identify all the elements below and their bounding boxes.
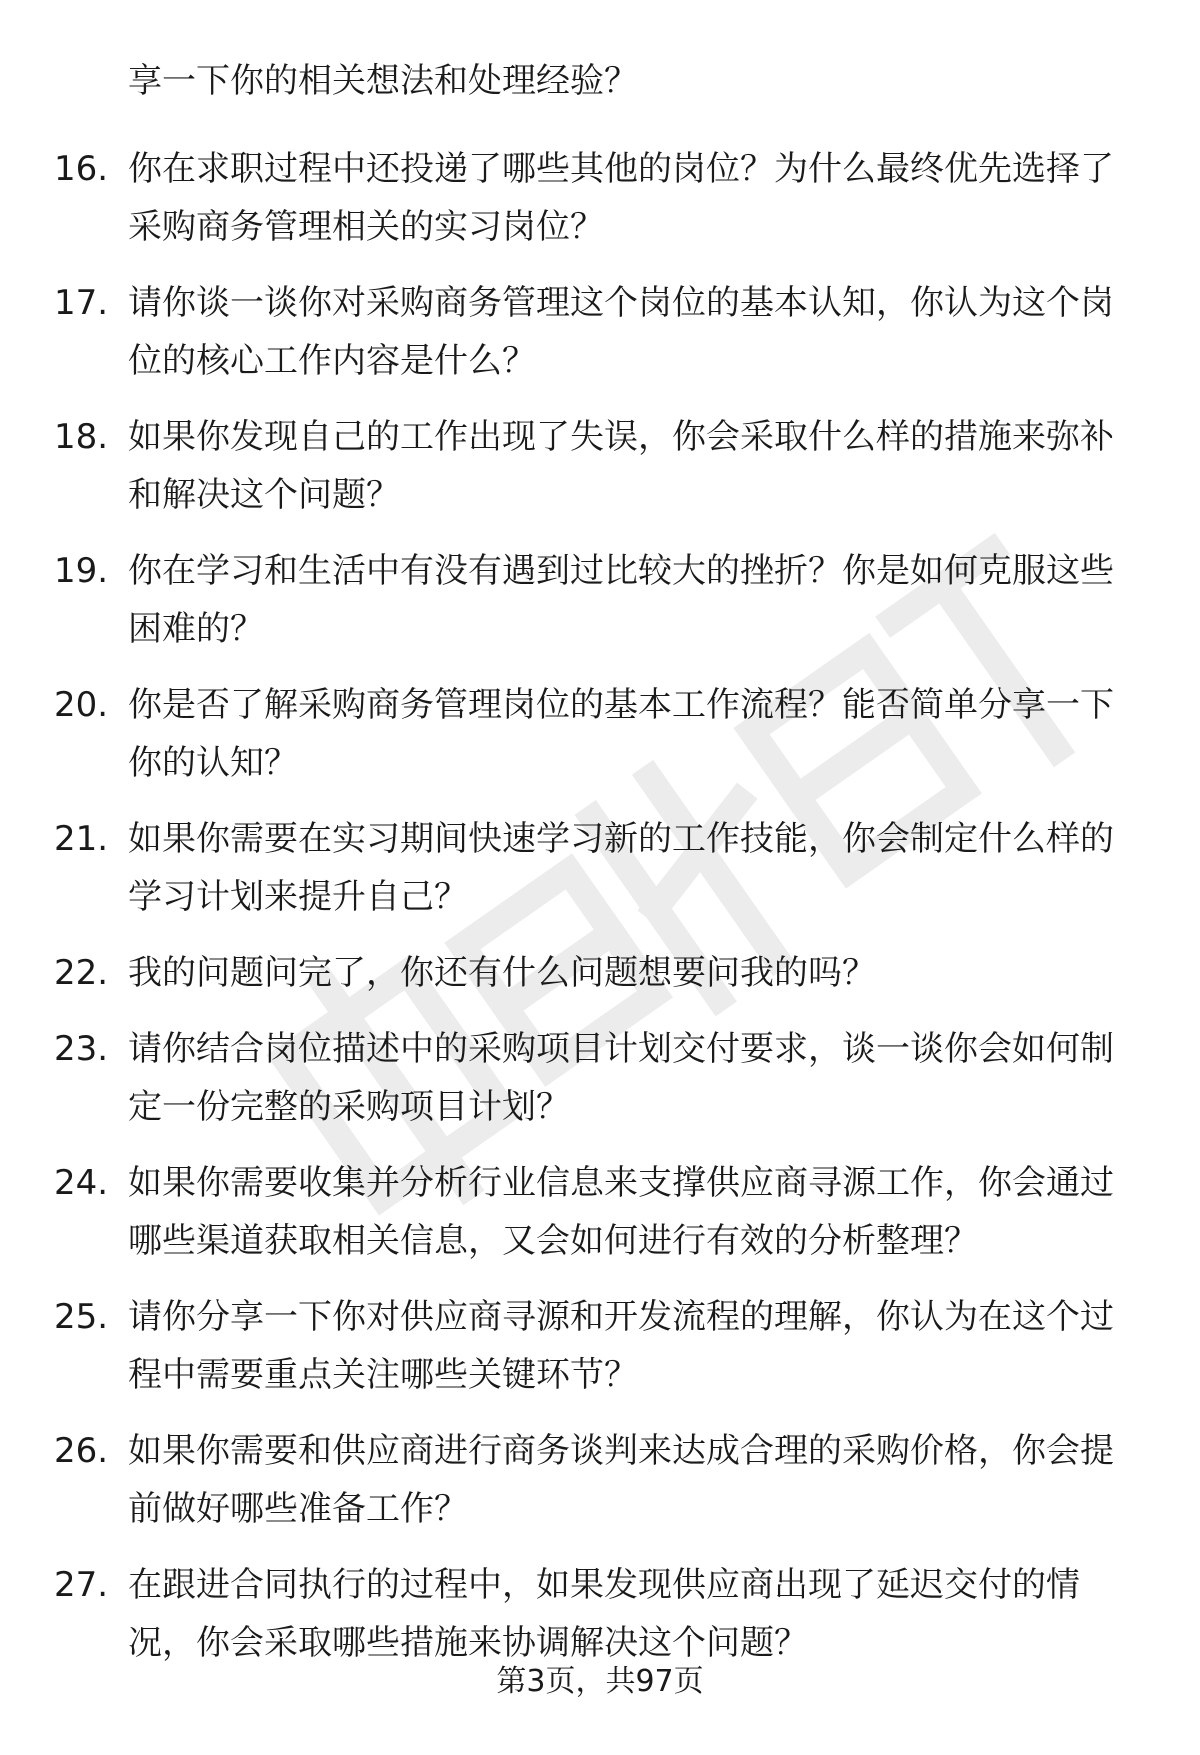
question-list (0, 140, 1200, 1690)
page-footer: 第3页，共97页 (496, 1664, 704, 1699)
question-number: 23. (54, 1029, 109, 1069)
list-item (0, 542, 1200, 676)
list-item (0, 408, 1200, 542)
question-text: 在跟进合同执行的过程中，如果发现供应商出现了延迟交付的情况，你会采取哪些措施来协调解决这个问题？ (128, 1565, 1080, 1663)
list-item (0, 810, 1200, 944)
list-item (0, 1422, 1200, 1556)
list-item (0, 676, 1200, 810)
question-number: 19. (54, 551, 109, 591)
list-item (0, 274, 1200, 408)
list-item (0, 1154, 1200, 1288)
continued-question-text: 享一下你的相关想法和处理经验？ (128, 61, 638, 101)
question-text: 请你结合岗位描述中的采购项目计划交付要求，谈一谈你会如何制定一份完整的采购项目计划？ (128, 1029, 1114, 1127)
question-number: 20. (54, 685, 109, 725)
question-text: 如果你需要和供应商进行商务谈判来达成合理的采购价格，你会提前做好哪些准备工作？ (128, 1431, 1114, 1529)
question-number: 24. (54, 1163, 109, 1203)
question-number: 21. (54, 819, 109, 859)
question-number: 18. (54, 417, 109, 457)
question-number: 17. (54, 283, 109, 323)
question-number: 16. (54, 149, 109, 189)
question-number: 27. (54, 1565, 109, 1605)
list-item (0, 1020, 1200, 1154)
list-item (0, 140, 1200, 274)
question-number: 26. (54, 1431, 109, 1471)
question-text: 请你谈一谈你对采购商务管理这个岗位的基本认知，你认为这个岗位的核心工作内容是什么？ (128, 283, 1114, 381)
question-number: 25. (54, 1297, 109, 1337)
list-item (0, 1288, 1200, 1422)
question-text: 请你分享一下你对供应商寻源和开发流程的理解，你认为在这个过程中需要重点关注哪些关键环节？ (128, 1297, 1114, 1395)
question-number: 22. (54, 953, 109, 993)
question-text: 你是否了解采购商务管理岗位的基本工作流程？能否简单分享一下你的认知？ (128, 685, 1114, 783)
question-text: 如果你需要在实习期间快速学习新的工作技能，你会制定什么样的学习计划来提升自己？ (128, 819, 1114, 917)
question-text: 你在学习和生活中有没有遇到过比较大的挫折？你是如何克服这些困难的？ (128, 551, 1114, 649)
question-text: 我的问题问完了，你还有什么问题想要问我的吗？ (128, 953, 876, 993)
list-item (0, 944, 1200, 1020)
question-text: 如果你需要收集并分析行业信息来支撑供应商寻源工作，你会通过哪些渠道获取相关信息，又会如何进行有效的分析整理？ (128, 1163, 1114, 1261)
question-text: 你在求职过程中还投递了哪些其他的岗位？为什么最终优先选择了采购商务管理相关的实习岗位？ (128, 149, 1114, 247)
question-text: 如果你发现自己的工作出现了失误，你会采取什么样的措施来弥补和解决这个问题？ (128, 417, 1114, 515)
